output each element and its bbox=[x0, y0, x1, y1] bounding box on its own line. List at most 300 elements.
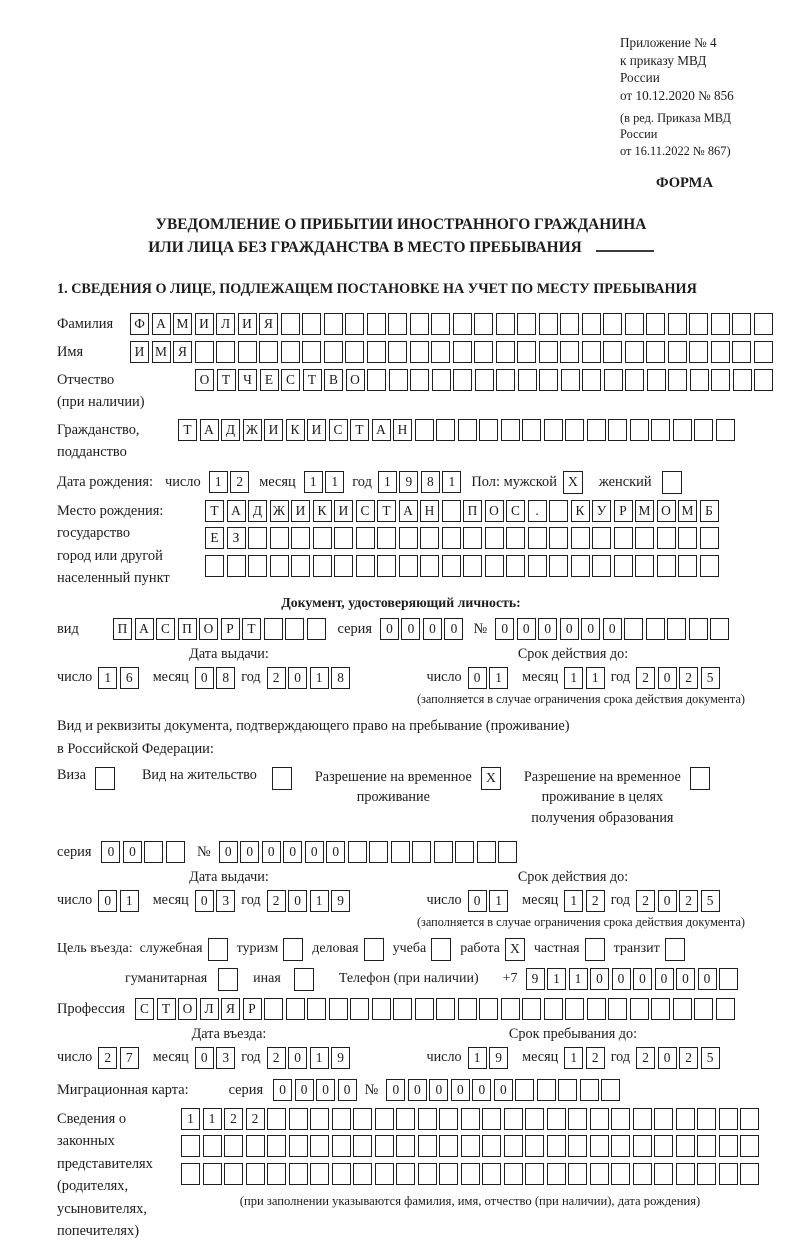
cell[interactable]: Т bbox=[242, 618, 261, 640]
cell[interactable] bbox=[238, 341, 257, 363]
cell[interactable] bbox=[224, 1135, 243, 1157]
cell[interactable] bbox=[560, 341, 579, 363]
cell[interactable]: 8 bbox=[331, 667, 350, 689]
cell[interactable] bbox=[345, 313, 364, 335]
cell[interactable] bbox=[624, 618, 643, 640]
cell[interactable]: Н bbox=[393, 419, 412, 441]
cell[interactable]: 0 bbox=[338, 1079, 357, 1101]
cell[interactable] bbox=[375, 1163, 394, 1185]
cell[interactable] bbox=[285, 618, 304, 640]
cell[interactable]: П bbox=[113, 618, 132, 640]
cell[interactable] bbox=[568, 1108, 587, 1130]
cell[interactable]: 7 bbox=[120, 1047, 139, 1069]
cell[interactable]: 1 bbox=[325, 471, 344, 493]
cell[interactable] bbox=[580, 1079, 599, 1101]
cell[interactable] bbox=[625, 369, 644, 391]
cell[interactable]: П bbox=[463, 500, 482, 522]
cell[interactable] bbox=[307, 998, 326, 1020]
cell[interactable] bbox=[689, 313, 708, 335]
cell[interactable]: Б bbox=[700, 500, 719, 522]
cell[interactable]: 0 bbox=[698, 968, 717, 990]
cell[interactable]: 2 bbox=[586, 1047, 605, 1069]
cell[interactable] bbox=[689, 341, 708, 363]
cell[interactable]: 1 bbox=[310, 667, 329, 689]
cell[interactable] bbox=[313, 555, 332, 577]
cell[interactable] bbox=[310, 1108, 329, 1130]
cell[interactable] bbox=[633, 1135, 652, 1157]
cell[interactable] bbox=[291, 555, 310, 577]
cell[interactable]: К bbox=[286, 419, 305, 441]
cell[interactable] bbox=[611, 1163, 630, 1185]
cell[interactable]: 0 bbox=[326, 841, 345, 863]
cell[interactable]: Т bbox=[377, 500, 396, 522]
cell[interactable] bbox=[281, 341, 300, 363]
cell[interactable] bbox=[144, 841, 163, 863]
cell[interactable]: И bbox=[238, 313, 257, 335]
cell[interactable] bbox=[369, 841, 388, 863]
cell[interactable] bbox=[690, 369, 709, 391]
cell[interactable]: Н bbox=[420, 500, 439, 522]
cell[interactable] bbox=[604, 369, 623, 391]
cell[interactable]: И bbox=[291, 500, 310, 522]
cell[interactable] bbox=[439, 1135, 458, 1157]
cell[interactable] bbox=[603, 313, 622, 335]
purpose-official-checkbox[interactable] bbox=[208, 938, 228, 961]
cell[interactable] bbox=[498, 841, 517, 863]
cell[interactable]: И bbox=[307, 419, 326, 441]
cell[interactable]: 2 bbox=[679, 890, 698, 912]
cell[interactable] bbox=[754, 369, 773, 391]
cell[interactable] bbox=[582, 313, 601, 335]
cell[interactable] bbox=[614, 555, 633, 577]
cell[interactable] bbox=[375, 1135, 394, 1157]
cell[interactable] bbox=[732, 313, 751, 335]
cell[interactable] bbox=[700, 527, 719, 549]
cell[interactable]: Т bbox=[157, 998, 176, 1020]
cell[interactable]: 1 bbox=[489, 890, 508, 912]
cell[interactable] bbox=[345, 341, 364, 363]
cell[interactable] bbox=[571, 555, 590, 577]
purpose-study-checkbox[interactable] bbox=[431, 938, 451, 961]
cell[interactable] bbox=[697, 1108, 716, 1130]
cell[interactable]: 0 bbox=[581, 618, 600, 640]
cell[interactable]: А bbox=[227, 500, 246, 522]
cell[interactable]: Т bbox=[303, 369, 322, 391]
cell[interactable] bbox=[515, 1079, 534, 1101]
cell[interactable] bbox=[356, 527, 375, 549]
cell[interactable] bbox=[391, 841, 410, 863]
cell[interactable]: 1 bbox=[378, 471, 397, 493]
cell[interactable] bbox=[539, 313, 558, 335]
cell[interactable] bbox=[474, 341, 493, 363]
cell[interactable] bbox=[668, 341, 687, 363]
cell[interactable] bbox=[547, 1135, 566, 1157]
cell[interactable] bbox=[264, 998, 283, 1020]
cell[interactable] bbox=[399, 527, 418, 549]
cell[interactable] bbox=[431, 341, 450, 363]
cell[interactable] bbox=[307, 618, 326, 640]
cell[interactable]: Т bbox=[178, 419, 197, 441]
cell[interactable] bbox=[377, 555, 396, 577]
cell[interactable] bbox=[461, 1163, 480, 1185]
cell[interactable] bbox=[270, 527, 289, 549]
cell[interactable] bbox=[393, 998, 412, 1020]
cell[interactable] bbox=[668, 313, 687, 335]
cell[interactable] bbox=[485, 527, 504, 549]
cell[interactable] bbox=[264, 618, 283, 640]
cell[interactable] bbox=[719, 1163, 738, 1185]
cell[interactable]: Т bbox=[217, 369, 236, 391]
residence-permit-checkbox[interactable] bbox=[272, 767, 292, 790]
cell[interactable] bbox=[453, 341, 472, 363]
cell[interactable]: 0 bbox=[316, 1079, 335, 1101]
cell[interactable] bbox=[547, 1163, 566, 1185]
cell[interactable] bbox=[506, 555, 525, 577]
cell[interactable] bbox=[590, 1163, 609, 1185]
cell[interactable] bbox=[367, 313, 386, 335]
cell[interactable]: Е bbox=[205, 527, 224, 549]
cell[interactable] bbox=[396, 1135, 415, 1157]
cell[interactable]: 2 bbox=[636, 667, 655, 689]
cell[interactable]: Л bbox=[200, 998, 219, 1020]
cell[interactable] bbox=[608, 419, 627, 441]
cell[interactable] bbox=[676, 1108, 695, 1130]
cell[interactable] bbox=[694, 998, 713, 1020]
cell[interactable] bbox=[313, 527, 332, 549]
cell[interactable] bbox=[592, 527, 611, 549]
cell[interactable]: Е bbox=[260, 369, 279, 391]
cell[interactable]: О bbox=[195, 369, 214, 391]
cell[interactable] bbox=[635, 527, 654, 549]
cell[interactable] bbox=[558, 1079, 577, 1101]
cell[interactable] bbox=[302, 341, 321, 363]
cell[interactable] bbox=[710, 618, 729, 640]
cell[interactable] bbox=[442, 527, 461, 549]
cell[interactable] bbox=[334, 555, 353, 577]
cell[interactable]: 1 bbox=[569, 968, 588, 990]
cell[interactable] bbox=[389, 369, 408, 391]
cell[interactable] bbox=[711, 313, 730, 335]
cell[interactable] bbox=[453, 313, 472, 335]
cell[interactable]: 0 bbox=[305, 841, 324, 863]
cell[interactable] bbox=[754, 313, 773, 335]
cell[interactable] bbox=[603, 341, 622, 363]
cell[interactable] bbox=[740, 1108, 759, 1130]
cell[interactable] bbox=[504, 1108, 523, 1130]
cell[interactable] bbox=[181, 1135, 200, 1157]
cell[interactable] bbox=[350, 998, 369, 1020]
cell[interactable]: 0 bbox=[98, 890, 117, 912]
cell[interactable]: А bbox=[152, 313, 171, 335]
cell[interactable] bbox=[667, 618, 686, 640]
cell[interactable] bbox=[248, 555, 267, 577]
cell[interactable] bbox=[353, 1108, 372, 1130]
cell[interactable] bbox=[353, 1135, 372, 1157]
cell[interactable] bbox=[582, 341, 601, 363]
cell[interactable] bbox=[291, 527, 310, 549]
cell[interactable]: 3 bbox=[216, 1047, 235, 1069]
cell[interactable] bbox=[396, 1163, 415, 1185]
cell[interactable] bbox=[544, 998, 563, 1020]
cell[interactable] bbox=[461, 1108, 480, 1130]
cell[interactable] bbox=[367, 341, 386, 363]
cell[interactable] bbox=[415, 998, 434, 1020]
cell[interactable]: 0 bbox=[495, 618, 514, 640]
cell[interactable] bbox=[646, 341, 665, 363]
cell[interactable]: М bbox=[173, 313, 192, 335]
cell[interactable] bbox=[324, 341, 343, 363]
cell[interactable] bbox=[431, 313, 450, 335]
cell[interactable] bbox=[453, 369, 472, 391]
cell[interactable] bbox=[267, 1135, 286, 1157]
cell[interactable]: О bbox=[657, 500, 676, 522]
cell[interactable]: 2 bbox=[224, 1108, 243, 1130]
cell[interactable] bbox=[396, 1108, 415, 1130]
cell[interactable]: М bbox=[635, 500, 654, 522]
cell[interactable] bbox=[372, 998, 391, 1020]
cell[interactable]: 0 bbox=[658, 667, 677, 689]
cell[interactable] bbox=[633, 1108, 652, 1130]
cell[interactable]: Р bbox=[614, 500, 633, 522]
cell[interactable] bbox=[432, 369, 451, 391]
cell[interactable] bbox=[560, 313, 579, 335]
cell[interactable] bbox=[549, 500, 568, 522]
cell[interactable] bbox=[504, 1163, 523, 1185]
cell[interactable] bbox=[668, 369, 687, 391]
cell[interactable] bbox=[654, 1108, 673, 1130]
cell[interactable]: 0 bbox=[633, 968, 652, 990]
cell[interactable]: С bbox=[156, 618, 175, 640]
cell[interactable] bbox=[216, 341, 235, 363]
cell[interactable] bbox=[711, 341, 730, 363]
cell[interactable] bbox=[482, 1163, 501, 1185]
cell[interactable] bbox=[332, 1135, 351, 1157]
cell[interactable]: Ф bbox=[130, 313, 149, 335]
cell[interactable] bbox=[549, 555, 568, 577]
cell[interactable]: 8 bbox=[216, 667, 235, 689]
cell[interactable] bbox=[281, 313, 300, 335]
cell[interactable] bbox=[716, 419, 735, 441]
cell[interactable] bbox=[455, 841, 474, 863]
cell[interactable]: Ж bbox=[243, 419, 262, 441]
cell[interactable]: 1 bbox=[310, 1047, 329, 1069]
temp-residence-checkbox[interactable]: X bbox=[481, 767, 501, 790]
cell[interactable] bbox=[678, 527, 697, 549]
cell[interactable] bbox=[496, 341, 515, 363]
cell[interactable] bbox=[375, 1108, 394, 1130]
cell[interactable]: 9 bbox=[399, 471, 418, 493]
cell[interactable] bbox=[434, 841, 453, 863]
cell[interactable]: У bbox=[592, 500, 611, 522]
cell[interactable] bbox=[302, 313, 321, 335]
cell[interactable] bbox=[458, 998, 477, 1020]
cell[interactable] bbox=[654, 1163, 673, 1185]
cell[interactable] bbox=[732, 341, 751, 363]
cell[interactable] bbox=[286, 998, 305, 1020]
cell[interactable]: 2 bbox=[679, 667, 698, 689]
cell[interactable] bbox=[267, 1163, 286, 1185]
cell[interactable] bbox=[592, 555, 611, 577]
cell[interactable]: 0 bbox=[451, 1079, 470, 1101]
cell[interactable] bbox=[482, 1108, 501, 1130]
cell[interactable] bbox=[439, 1108, 458, 1130]
cell[interactable]: 0 bbox=[380, 618, 399, 640]
cell[interactable]: С bbox=[506, 500, 525, 522]
cell[interactable]: 0 bbox=[517, 618, 536, 640]
cell[interactable]: 0 bbox=[560, 618, 579, 640]
cell[interactable]: 1 bbox=[564, 1047, 583, 1069]
cell[interactable]: К bbox=[313, 500, 332, 522]
cell[interactable]: 2 bbox=[267, 890, 286, 912]
cell[interactable] bbox=[716, 998, 735, 1020]
cell[interactable] bbox=[630, 419, 649, 441]
cell[interactable]: 1 bbox=[120, 890, 139, 912]
cell[interactable] bbox=[324, 313, 343, 335]
cell[interactable]: И bbox=[130, 341, 149, 363]
cell[interactable]: 0 bbox=[295, 1079, 314, 1101]
cell[interactable] bbox=[181, 1163, 200, 1185]
cell[interactable]: 0 bbox=[288, 667, 307, 689]
cell[interactable] bbox=[477, 841, 496, 863]
cell[interactable] bbox=[719, 1108, 738, 1130]
cell[interactable]: 2 bbox=[98, 1047, 117, 1069]
cell[interactable] bbox=[571, 527, 590, 549]
cell[interactable] bbox=[630, 998, 649, 1020]
cell[interactable] bbox=[528, 555, 547, 577]
purpose-humanitarian-checkbox[interactable] bbox=[218, 968, 238, 991]
cell[interactable] bbox=[485, 555, 504, 577]
cell[interactable]: О bbox=[178, 998, 197, 1020]
cell[interactable] bbox=[334, 527, 353, 549]
cell[interactable]: 9 bbox=[489, 1047, 508, 1069]
cell[interactable] bbox=[611, 1135, 630, 1157]
cell[interactable] bbox=[479, 998, 498, 1020]
cell[interactable]: 0 bbox=[612, 968, 631, 990]
cell[interactable] bbox=[420, 527, 439, 549]
cell[interactable]: О bbox=[485, 500, 504, 522]
cell[interactable] bbox=[410, 313, 429, 335]
cell[interactable]: 5 bbox=[701, 1047, 720, 1069]
cell[interactable] bbox=[673, 419, 692, 441]
cell[interactable]: Д bbox=[248, 500, 267, 522]
cell[interactable] bbox=[517, 341, 536, 363]
cell[interactable] bbox=[332, 1163, 351, 1185]
cell[interactable] bbox=[647, 369, 666, 391]
cell[interactable]: 0 bbox=[386, 1079, 405, 1101]
cell[interactable] bbox=[439, 1163, 458, 1185]
cell[interactable] bbox=[479, 419, 498, 441]
purpose-private-checkbox[interactable] bbox=[585, 938, 605, 961]
cell[interactable]: А bbox=[200, 419, 219, 441]
cell[interactable]: М bbox=[678, 500, 697, 522]
cell[interactable]: П bbox=[178, 618, 197, 640]
cell[interactable] bbox=[590, 1135, 609, 1157]
cell[interactable] bbox=[740, 1163, 759, 1185]
cell[interactable]: 1 bbox=[181, 1108, 200, 1130]
cell[interactable] bbox=[356, 555, 375, 577]
cell[interactable] bbox=[614, 527, 633, 549]
cell[interactable] bbox=[399, 555, 418, 577]
cell[interactable] bbox=[525, 1163, 544, 1185]
cell[interactable]: В bbox=[324, 369, 343, 391]
cell[interactable] bbox=[496, 369, 515, 391]
cell[interactable] bbox=[501, 419, 520, 441]
cell[interactable]: 0 bbox=[195, 890, 214, 912]
cell[interactable]: К bbox=[571, 500, 590, 522]
cell[interactable] bbox=[412, 841, 431, 863]
cell[interactable]: 0 bbox=[472, 1079, 491, 1101]
cell[interactable]: 0 bbox=[288, 890, 307, 912]
cell[interactable]: Я bbox=[259, 313, 278, 335]
cell[interactable] bbox=[504, 1135, 523, 1157]
cell[interactable]: 1 bbox=[489, 667, 508, 689]
cell[interactable]: Я bbox=[173, 341, 192, 363]
cell[interactable] bbox=[353, 1163, 372, 1185]
cell[interactable] bbox=[248, 527, 267, 549]
cell[interactable] bbox=[203, 1163, 222, 1185]
cell[interactable] bbox=[646, 313, 665, 335]
cell[interactable]: А bbox=[135, 618, 154, 640]
cell[interactable] bbox=[539, 341, 558, 363]
cell[interactable]: 1 bbox=[203, 1108, 222, 1130]
cell[interactable] bbox=[329, 998, 348, 1020]
cell[interactable] bbox=[587, 419, 606, 441]
cell[interactable]: 0 bbox=[273, 1079, 292, 1101]
cell[interactable]: 0 bbox=[603, 618, 622, 640]
cell[interactable]: 6 bbox=[120, 667, 139, 689]
cell[interactable] bbox=[415, 419, 434, 441]
cell[interactable] bbox=[700, 555, 719, 577]
cell[interactable] bbox=[657, 555, 676, 577]
cell[interactable]: 1 bbox=[586, 667, 605, 689]
cell[interactable] bbox=[332, 1108, 351, 1130]
cell[interactable] bbox=[625, 313, 644, 335]
cell[interactable] bbox=[733, 369, 752, 391]
purpose-other-checkbox[interactable] bbox=[294, 968, 314, 991]
cell[interactable] bbox=[676, 1163, 695, 1185]
cell[interactable]: 2 bbox=[636, 1047, 655, 1069]
cell[interactable] bbox=[224, 1163, 243, 1185]
cell[interactable] bbox=[463, 527, 482, 549]
cell[interactable] bbox=[651, 419, 670, 441]
cell[interactable] bbox=[549, 527, 568, 549]
cell[interactable]: С bbox=[329, 419, 348, 441]
cell[interactable] bbox=[166, 841, 185, 863]
cell[interactable] bbox=[289, 1108, 308, 1130]
cell[interactable] bbox=[442, 555, 461, 577]
cell[interactable]: . bbox=[528, 500, 547, 522]
cell[interactable]: Р bbox=[243, 998, 262, 1020]
cell[interactable] bbox=[388, 341, 407, 363]
cell[interactable]: 9 bbox=[526, 968, 545, 990]
cell[interactable]: И bbox=[334, 500, 353, 522]
cell[interactable]: 2 bbox=[267, 1047, 286, 1069]
purpose-transit-checkbox[interactable] bbox=[665, 938, 685, 961]
cell[interactable] bbox=[565, 419, 584, 441]
cell[interactable]: 0 bbox=[494, 1079, 513, 1101]
cell[interactable] bbox=[697, 1135, 716, 1157]
cell[interactable]: 0 bbox=[655, 968, 674, 990]
purpose-tourism-checkbox[interactable] bbox=[283, 938, 303, 961]
cell[interactable] bbox=[475, 369, 494, 391]
cell[interactable]: 2 bbox=[586, 890, 605, 912]
cell[interactable]: 0 bbox=[468, 890, 487, 912]
purpose-business-checkbox[interactable] bbox=[364, 938, 384, 961]
cell[interactable] bbox=[410, 341, 429, 363]
temp-residence-education-checkbox[interactable] bbox=[690, 767, 710, 790]
cell[interactable] bbox=[377, 527, 396, 549]
cell[interactable]: 0 bbox=[195, 667, 214, 689]
